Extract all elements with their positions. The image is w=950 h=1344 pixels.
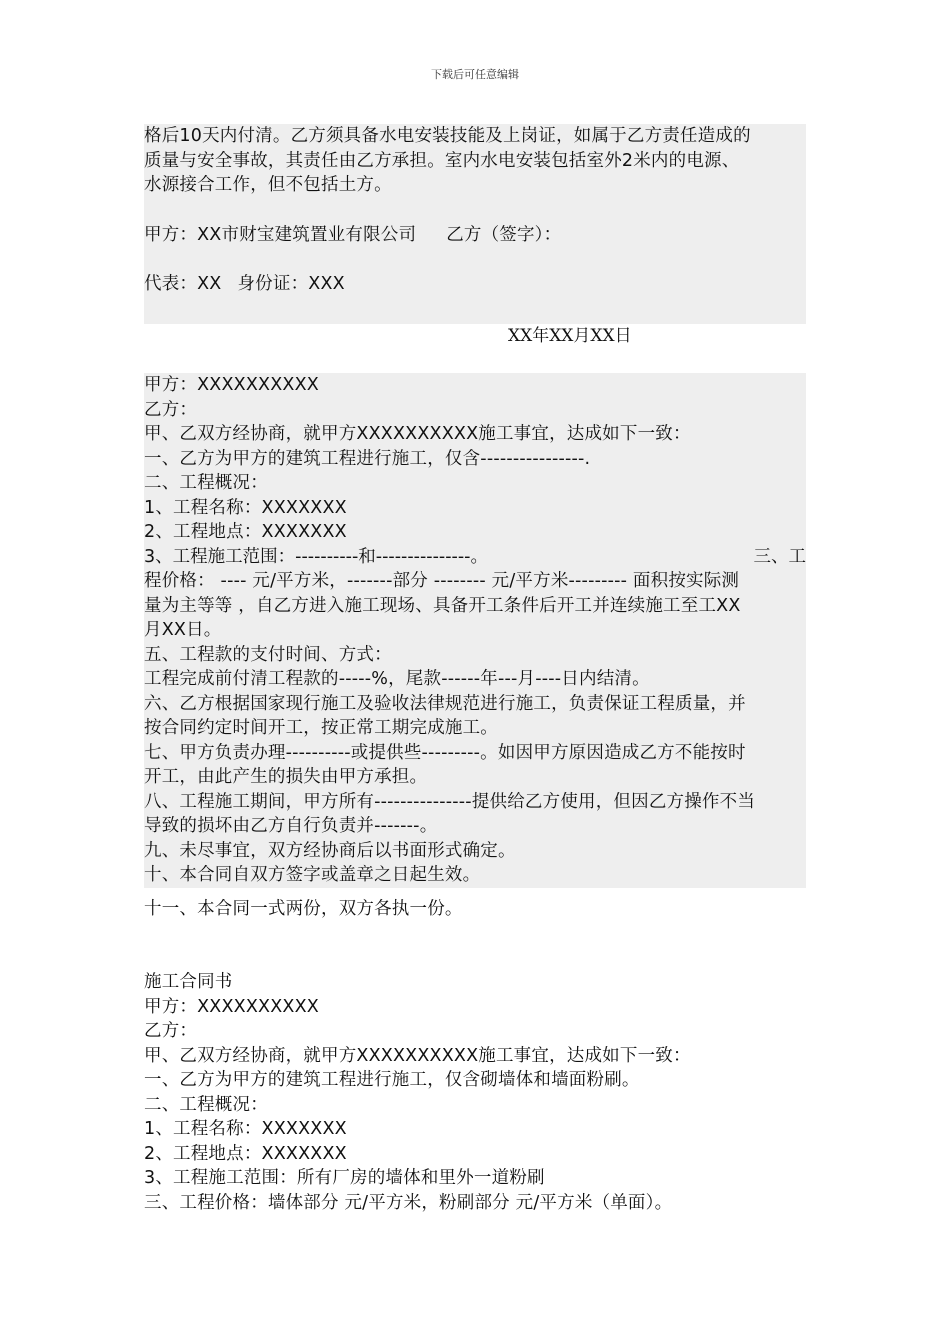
text-line: 工程完成前付清工程款的-----%，尾款------年---月----日内结清。 [144, 669, 650, 689]
text-line: 六、乙方根据国家现行施工及验收法律规范进行施工，负责保证工程质量，并 [144, 693, 746, 714]
text-line: 一、乙方为甲方的建筑工程进行施工，仅含----------------. [144, 448, 591, 469]
text-line: 量为主等等 ，自乙方进入施工现场、具备开工条件后开工并连续施工至工XX [144, 595, 741, 616]
text-line: 甲方：XXXXXXXXXX [144, 375, 319, 395]
text-line: 一、乙方为甲方的建筑工程进行施工，仅含砌墙体和墙面粉刷。 [144, 1070, 640, 1090]
text-line: 甲、乙双方经协商，就甲方XXXXXXXXXX施工事宜，达成如下一致： [144, 1045, 691, 1066]
contract-title: 施工合同书 [144, 972, 233, 992]
contract3 [144, 970, 806, 1215]
text-line: 甲方：XXXXXXXXXX [144, 996, 319, 1017]
contract1-tail [144, 124, 806, 324]
text-line: 1、工程名称：XXXXXXX [144, 1119, 347, 1139]
text-line: 质量与安全事故，其责任由乙方承担。室内水电安装包括室外2米内的电源、 [144, 150, 740, 171]
text-line: 月XX日。 [144, 620, 222, 640]
text-line: 七、甲方负责办理----------或提供些---------。如因甲方原因造成乙方不能按时 [144, 742, 746, 763]
representative-row [144, 272, 806, 297]
id-card: 身份证：XXX [237, 274, 345, 294]
page-header: 下载后可任意编辑 [431, 68, 519, 81]
text-line: 九、未尽事宜，双方经协商后以书面形式确定。 [144, 840, 516, 861]
text-line: 十一、本合同一式两份，双方各执一份。 [144, 899, 463, 919]
text-line: 2、工程地点：XXXXXXX [144, 1143, 347, 1164]
text-line: 二、工程概况： [144, 473, 268, 493]
text-line: 按合同约定时间开工，按正常工期完成施工。 [144, 718, 498, 738]
price-heading-start: 三、工 [753, 546, 806, 567]
text-line: 程价格： ---- 元/平方米，-------部分 -------- 元/平方米--------- 面积按实际测 [144, 571, 740, 591]
text-line: 三、工程价格：墙体部分 元/平方米，粉刷部分 元/平方米（单面）。 [144, 1192, 673, 1213]
text-line: 导致的损坏由乙方自行负责并-------。 [144, 816, 438, 836]
text-line: 十、本合同自双方签字或盖章之日起生效。 [144, 865, 481, 885]
text-line: 水源接合工作，但不包括土方。 [144, 175, 392, 195]
text-line: 1、工程名称：XXXXXXX [144, 497, 347, 518]
party-b-signature: 乙方（签字）： [446, 224, 562, 245]
scope-row [144, 545, 806, 570]
text-line: 五、工程款的支付时间、方式： [144, 644, 392, 665]
text-line: 乙方： [144, 399, 198, 420]
text-line: 3、工程施工范围：所有厂房的墙体和里外一道粉刷 [144, 1168, 545, 1188]
text-line: 甲、乙双方经协商，就甲方XXXXXXXXXX施工事宜，达成如下一致： [144, 424, 691, 444]
text-line: 二、工程概况： [144, 1094, 268, 1115]
text-line: 开工，由此产生的损失由甲方承担。 [144, 767, 428, 787]
party-a-name: 甲方：XX市财宝建筑置业有限公司 [144, 224, 417, 245]
text-line: 2、工程地点：XXXXXXX [144, 522, 347, 542]
scope-text: 3、工程施工范围：----------和---------------。 [144, 546, 489, 567]
representative: 代表：XX [144, 274, 222, 294]
text-line: 八、工程施工期间，甲方所有---------------提供给乙方使用，但因乙方操作不当 [144, 791, 756, 812]
text-line: 格后10天内付清。乙方须具备水电安装技能及上岗证，如属于乙方责任造成的 [144, 126, 751, 146]
contract-date: XX年XX月XX日 [508, 326, 632, 346]
text-line: 乙方： [144, 1021, 198, 1041]
signature-row [144, 223, 806, 248]
contract2 [144, 373, 806, 888]
